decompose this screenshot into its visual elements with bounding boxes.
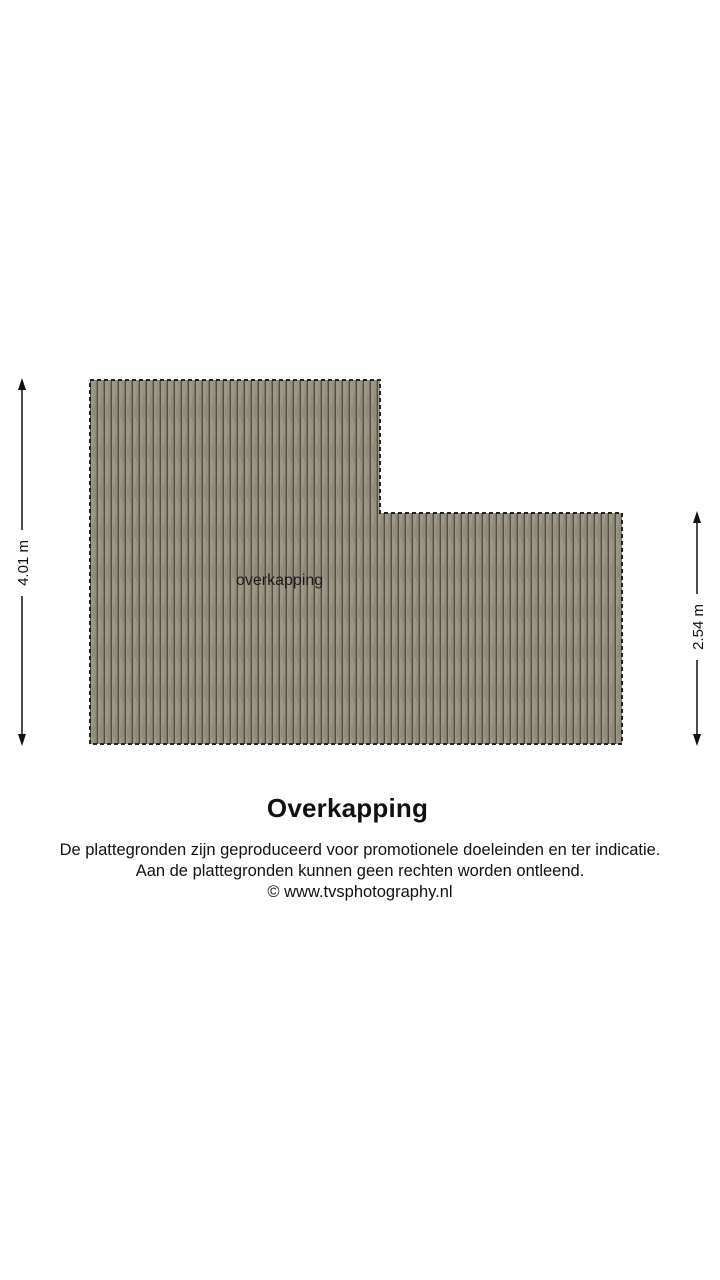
- room-label: overkapping: [236, 572, 324, 589]
- dimension-right: [687, 511, 707, 746]
- disclaimer-line-2: Aan de plattegronden kunnen geen rechten worden ontleend.: [135, 862, 585, 880]
- copyright-line: © www.tvsphotography.nl: [267, 883, 453, 901]
- disclaimer: [0, 840, 720, 903]
- dimension-left: [12, 378, 32, 746]
- dimension-left-label: 4.01 m: [15, 540, 32, 586]
- floor-plan: [0, 360, 720, 760]
- plan-title: Overkapping: [266, 793, 429, 823]
- dimension-right-label: 2.54 m: [690, 604, 707, 650]
- roof-area: [90, 380, 622, 744]
- disclaimer-line-1: De plattegronden zijn geproduceerd voor promotionele doeleinden en ter indicatie.: [59, 841, 661, 859]
